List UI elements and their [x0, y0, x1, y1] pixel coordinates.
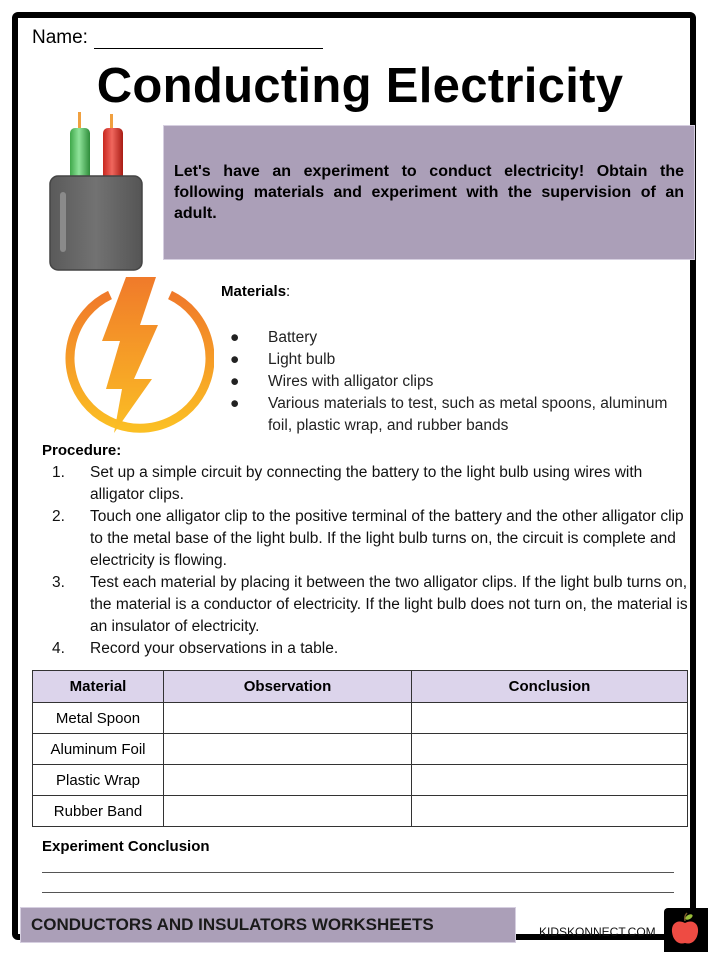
conclusion-cell[interactable]	[412, 734, 688, 765]
observation-cell[interactable]	[164, 703, 412, 734]
page-title: Conducting Electricity	[96, 59, 624, 113]
material-cell: Aluminum Foil	[33, 734, 164, 765]
materials-list	[230, 327, 690, 437]
procedure-heading: Procedure:	[42, 442, 122, 459]
intro-callout	[163, 125, 695, 260]
table-row	[33, 796, 688, 827]
observation-cell[interactable]	[164, 765, 412, 796]
name-label: Name:	[32, 27, 88, 48]
observation-cell[interactable]	[164, 796, 412, 827]
table-row	[33, 765, 688, 796]
materials-item: ● Wires with alligator clips	[230, 373, 434, 390]
lightning-bolt-icon	[58, 275, 214, 435]
table-header-row	[33, 671, 688, 703]
intro-text: Let's have an experiment to conduct electricity! Obtain the following materials and experiment with the supervision of an adult.	[174, 163, 684, 222]
table-row	[33, 734, 688, 765]
procedure-steps	[50, 462, 690, 660]
header-material: Material	[33, 671, 164, 703]
battery-icon	[48, 108, 144, 272]
conclusion-answer-line[interactable]	[42, 872, 674, 873]
name-field	[32, 27, 323, 49]
observation-cell[interactable]	[164, 734, 412, 765]
site-link[interactable]: KIDSKONNECT.COM	[539, 925, 656, 939]
conclusion-heading: Experiment Conclusion	[42, 838, 210, 855]
name-input-line[interactable]	[94, 30, 323, 49]
conclusion-cell[interactable]	[412, 765, 688, 796]
procedure-step: 3. Test each material by placing it between the two alligator clips. If the light bulb turns on, the material is a conductor of electricity. If the light bulb does not turn on, the material is an insulator of electricity.	[52, 574, 688, 635]
conclusion-cell[interactable]	[412, 703, 688, 734]
table-row	[33, 703, 688, 734]
materials-item: ● Various materials to test, such as metal spoons, aluminum foil, plastic wrap, and rubber bands	[230, 395, 668, 434]
materials-heading: Materials:	[221, 283, 291, 300]
material-cell: Plastic Wrap	[33, 765, 164, 796]
observation-table	[32, 670, 688, 827]
footer-series-banner	[20, 907, 516, 943]
procedure-step: 2. Touch one alligator clip to the positive terminal of the battery and the other alligator clip to the metal base of the light bulb. If the light bulb turns on, the circuit is complete and electricity is flowing.	[52, 508, 684, 569]
materials-item: ● Battery	[230, 329, 318, 346]
procedure-step: 4. Record your observations in a table.	[52, 640, 339, 657]
apple-logo-icon	[670, 912, 700, 946]
conclusion-answer-line[interactable]	[42, 892, 674, 893]
header-observation: Observation	[164, 671, 412, 703]
material-cell: Rubber Band	[33, 796, 164, 827]
footer-series-title: CONDUCTORS AND INSULATORS WORKSHEETS	[31, 915, 434, 934]
materials-item: ● Light bulb	[230, 351, 336, 368]
material-cell: Metal Spoon	[33, 703, 164, 734]
header-conclusion: Conclusion	[412, 671, 688, 703]
conclusion-cell[interactable]	[412, 796, 688, 827]
procedure-step: 1. Set up a simple circuit by connecting the battery to the light bulb using wires with alligator clips.	[52, 464, 643, 503]
